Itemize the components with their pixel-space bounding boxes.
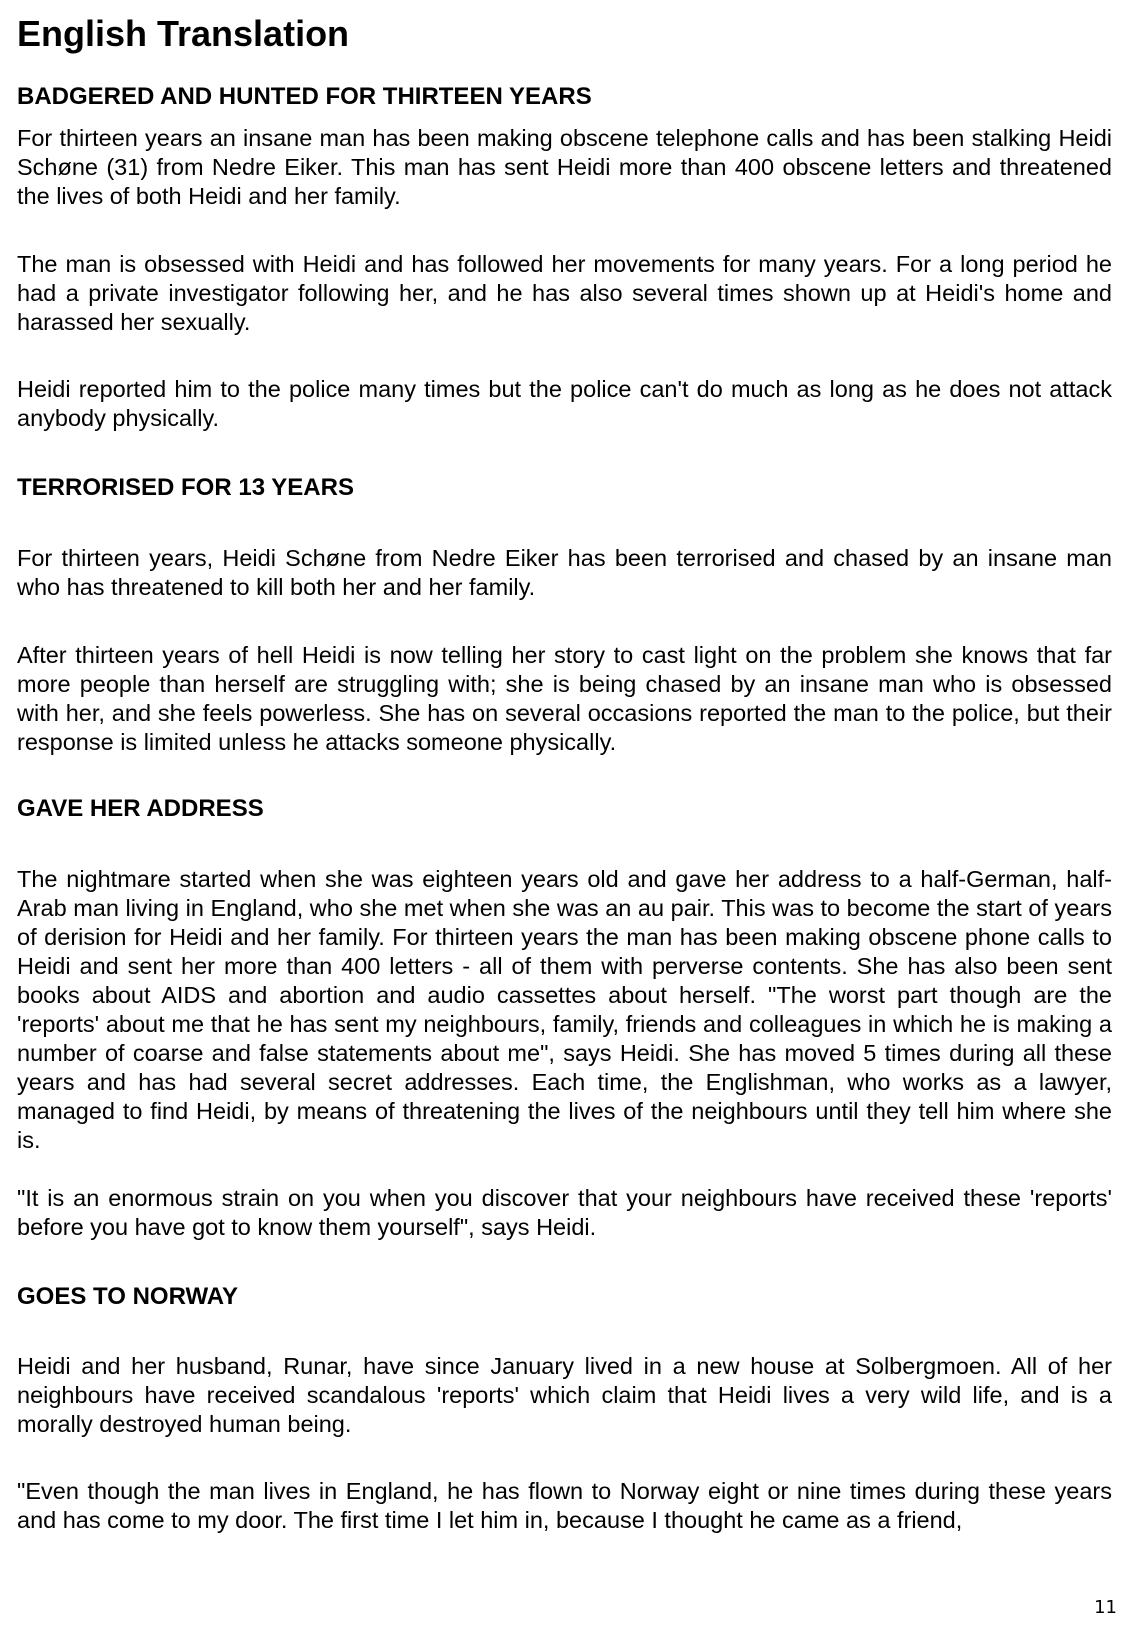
section-heading-gave-address: GAVE HER ADDRESS <box>17 795 264 822</box>
section-heading-goes-to-norway: GOES TO NORWAY <box>17 1283 238 1310</box>
paragraph: "Even though the man lives in England, he has flown to Norway eight or nine times during these years and has come to my door. The first time I let him in, because I thought he came as a friend, <box>17 1478 1112 1533</box>
document-title: English Translation <box>17 13 350 54</box>
paragraph: Heidi reported him to the police many times but the police can't do much as long as he does not attack anybody physically. <box>17 376 1112 431</box>
paragraph: "It is an enormous strain on you when you discover that your neighbours have received these 'reports' before you have got to know them yourself", says Heidi. <box>17 1185 1112 1240</box>
paragraph: The nightmare started when she was eighteen years old and gave her address to a half-German, half-Arab man living in England, who she met when she was an au pair. This was to become the start of years of derision for Heidi and her family. For thirteen years the man has been making obscene phone calls to Heidi and sent her more than 400 letters - all of them with perverse contents. She has also been sent books about AIDS and abortion and audio cassettes about herself. "The worst part though are the 'reports' about me that he has sent my neighbours, family, friends and colleagues in which he is making a number of coarse and false statements about me", says Heidi. She has moved 5 times during all these years and has had several secret addresses. Each time, the Englishman, who works as a lawyer, managed to find Heidi, by means of threatening the lives of the neighbours until they tell him where she is. <box>17 866 1112 1153</box>
paragraph: The man is obsessed with Heidi and has followed her movements for many years. For a long period he had a private investigator following her, and he has also several times shown up at Heidi's home and harassed her sexually. <box>17 251 1112 335</box>
paragraph: Heidi and her husband, Runar, have since January lived in a new house at Solbergmoen. All of her neighbours have received scandalous 'reports' which claim that Heidi lives a very wild life, and is a morally destroyed human being. <box>17 1353 1112 1437</box>
page-number: 11 <box>1094 1597 1117 1618</box>
paragraph: After thirteen years of hell Heidi is now telling her story to cast light on the problem she knows that far more people than herself are struggling with; she is being chased by an insane man who is obsessed with her, and she feels powerless. She has on several occasions reported the man to the police, but their response is limited unless he attacks someone physically. <box>17 642 1112 755</box>
section-heading-terrorised: TERRORISED FOR 13 YEARS <box>17 474 354 501</box>
section-heading-badgered: BADGERED AND HUNTED FOR THIRTEEN YEARS <box>17 83 592 110</box>
paragraph: For thirteen years an insane man has been making obscene telephone calls and has been stalking Heidi Schøne (31) from Nedre Eiker. This man has sent Heidi more than 400 obscene letters and threatened the lives of both Heidi and her family. <box>17 125 1112 209</box>
paragraph: For thirteen years, Heidi Schøne from Nedre Eiker has been terrorised and chased by an insane man who has threatened to kill both her and her family. <box>17 545 1112 600</box>
